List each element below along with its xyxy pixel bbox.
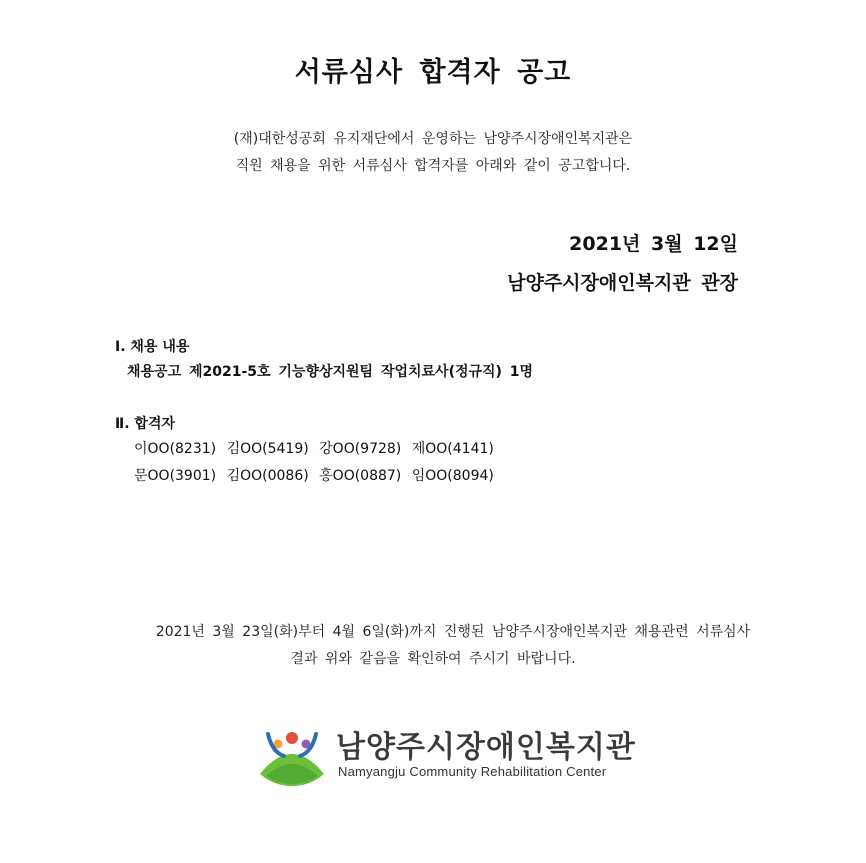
signature-line: 남양주시장애인복지관 관장 — [507, 272, 738, 294]
notice-text-line1: 2021년 3월 23일(화)부터 4월 6일(화)까지 진행된 남양주시장애인복지관 채용관련 서류심사 — [155, 624, 751, 640]
section-heading-recruitment: Ⅰ. 채용 내용 — [115, 339, 190, 355]
passer-entry: 임OO(8094) — [411, 468, 494, 484]
passer-entry: 제OO(4141) — [411, 441, 494, 457]
passer-row — [134, 465, 500, 485]
logo-name-korean: 남양주시장애인복지관 — [336, 730, 636, 765]
announcement-date: 2021년 3월 12일 — [569, 233, 738, 255]
center-logo — [256, 720, 636, 790]
intro-text-line2: 직원 채용을 위한 서류심사 합격자를 아래와 같이 공고합니다. — [235, 158, 631, 174]
recruitment-details: 채용공고 제2021-5호 기능향상지원팀 작업치료사(정규직) 1명 — [127, 364, 534, 380]
passer-row — [134, 438, 500, 458]
notice-text-line2: 결과 위와 같음을 확인하여 주시기 바랍니다. — [290, 651, 576, 667]
passer-entry: 김OO(5419) — [226, 441, 309, 457]
passer-entry: 강OO(9728) — [319, 441, 402, 457]
page-title: 서류심사 합격자 공고 — [294, 57, 572, 88]
intro-text-line1: (재)대한성공회 유지재단에서 운영하는 남양주시장애인복지관은 — [233, 131, 633, 147]
passer-entry: 홍OO(0887) — [319, 468, 402, 484]
passer-entry: 문OO(3901) — [134, 468, 217, 484]
passer-entry: 김OO(0086) — [226, 468, 309, 484]
passer-entry: 이OO(8231) — [134, 441, 217, 457]
center-emblem-icon — [256, 724, 328, 788]
logo-name-english: Namyangju Community Rehabilitation Center — [338, 764, 607, 779]
section-heading-passers: Ⅱ. 합격자 — [115, 416, 175, 432]
